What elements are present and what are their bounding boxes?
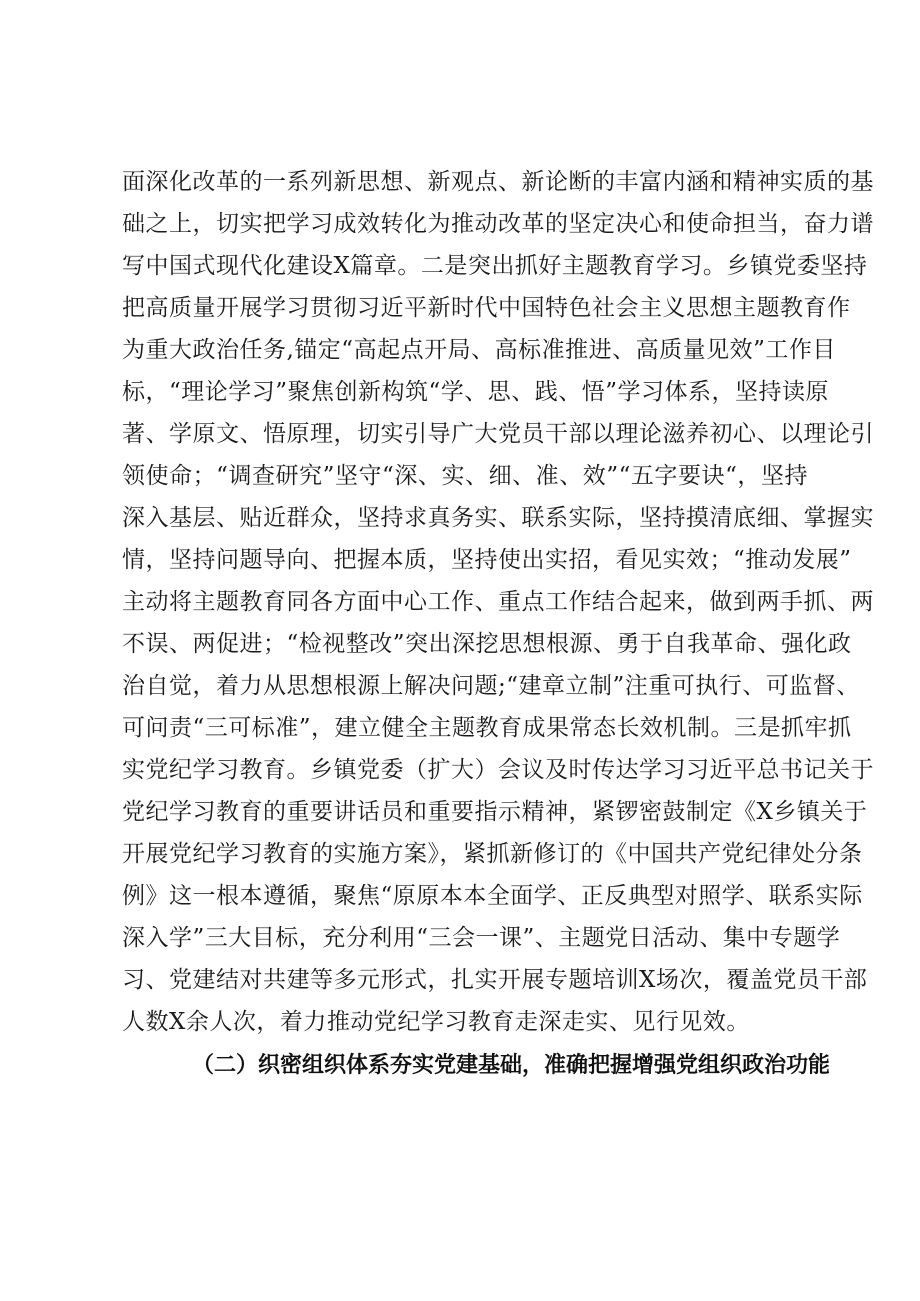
paragraph-line: 写中国式现代化建设X篇章。二是突出抓好主题教育学习。乡镇党委坚持 [122,253,868,279]
paragraph-line: 础之上，切实把学习成效转化为推动改革的坚定决心和使命担当，奋力谱 [122,211,874,237]
paragraph-line: 深入基层、贴近群众，坚持求真务实、联系实际，坚持摸清底细、掌握实 [122,505,874,531]
paragraph-line: 情，坚持问题导向、把握本质，坚持使出实招，看见实效；“推动发展” [122,547,852,573]
paragraph-line: 标，“理论学习”聚焦创新构筑“学、思、践、悟”学习体系，坚持读原 [122,379,830,405]
paragraph-line: 人数X余人次，着力推动党纪学习教育走深走实、见行见效。 [122,1009,750,1035]
paragraph-line: 党纪学习教育的重要讲话员和重要指示精神，紧锣密鼓制定《X乡镇关于 [122,799,868,825]
paragraph-line: 例》这一根本遵循，聚焦“原原本本全面学、正反典型对照学、联系实际 [122,883,863,909]
paragraph-line: 主动将主题教育同各方面中心工作、重点工作结合起来，做到两手抓、两 [122,589,874,615]
paragraph-line: 面深化改革的一系列新思想、新观点、新论断的丰富内涵和精神实质的基 [122,169,874,195]
section-heading: （二）织密组织体系夯实党建基础，准确把握增强党组织政治功能 [192,1053,831,1078]
paragraph-line: 实党纪学习教育。乡镇党委（扩大）会议及时传达学习习近平总书记关于 [122,757,874,783]
paragraph-line: 治自觉，着力从思想根源上解决问题;“建章立制”注重可执行、可监督、 [122,673,860,699]
paragraph-line: 不误、两促进；“检视整改”突出深挖思想根源、勇于自我革命、强化政 [122,631,852,657]
paragraph-line: 为重大政治任务,锚定“高起点开局、高标准推进、高质量见效”工作目 [122,337,836,363]
paragraph-line: 领使命；“调查研究”坚守“深、实、细、准、效”“五字要诀“，坚持 [122,463,808,489]
paragraph-line: 深入学”三大目标，充分利用“三会一课”、主题党日活动、集中专题学 [122,925,841,951]
paragraph-line: 开展党纪学习教育的实施方案》，紧抓新修订的《中国共产党纪律处分条 [122,841,863,867]
paragraph-line: 可问责“三可标准”，建立健全主题教育成果常态长效机制。三是抓牢抓 [122,715,852,741]
paragraph-line: 著、学原文、悟原理，切实引导广大党员干部以理论滋养初心、以理论引 [122,421,874,447]
paragraph-line: 习、党建结对共建等多元形式，扎实开展专题培训X场次，覆盖党员干部 [122,967,868,993]
paragraph-line: 把高质量开展学习贯彻习近平新时代中国特色社会主义思想主题教育作 [122,295,851,321]
